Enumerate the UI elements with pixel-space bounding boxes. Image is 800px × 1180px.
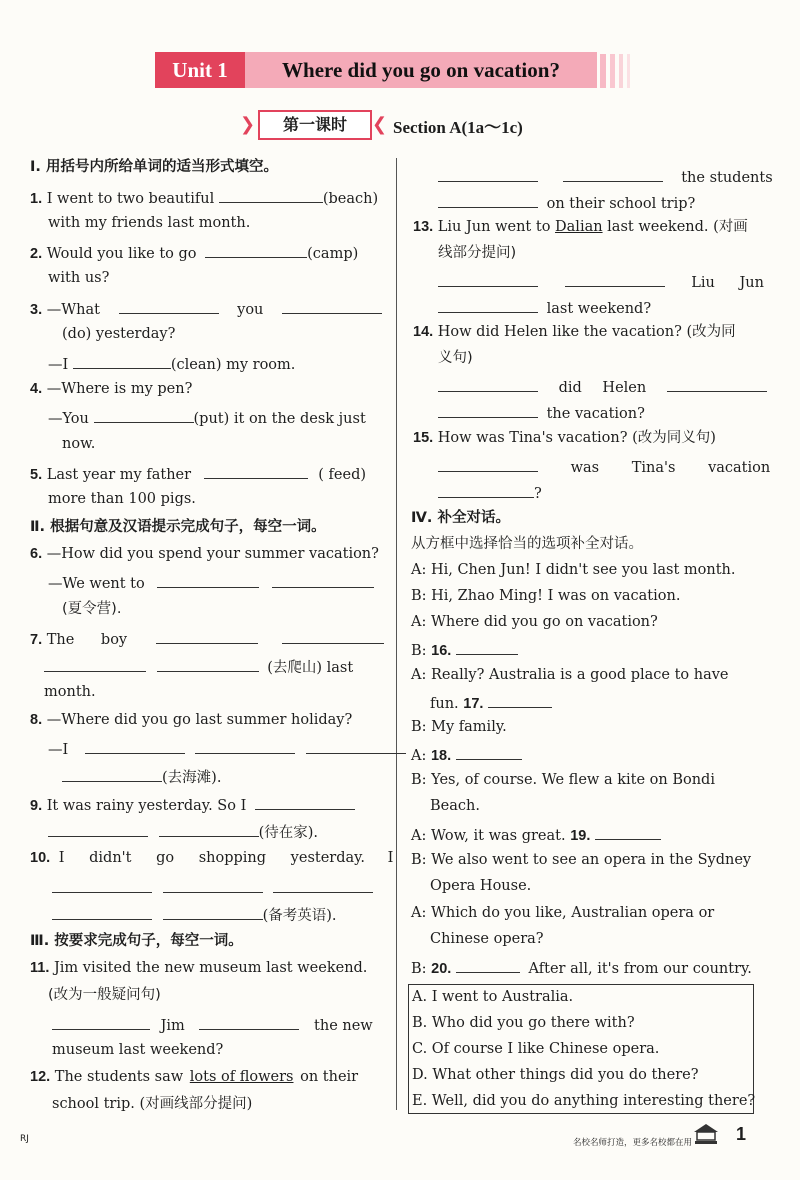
q3-blank-3[interactable]	[73, 352, 171, 369]
q10-word-3: go	[156, 850, 175, 866]
q13-number: 13.	[413, 219, 434, 235]
q2-number: 2.	[30, 246, 43, 262]
q4-line2	[48, 406, 366, 429]
q15-vacation: vacation	[708, 460, 771, 476]
q17-number: 17.	[463, 696, 484, 712]
q15-number: 15.	[413, 430, 434, 446]
dialog-line: Opera House.	[430, 878, 532, 894]
dialog-line: B: My family.	[411, 719, 507, 735]
q11-number: 11.	[30, 960, 50, 976]
q18-blank[interactable]	[456, 743, 522, 760]
q12-line3	[438, 165, 773, 188]
section-title: Section A(1a～1c)	[393, 118, 523, 137]
q4-line1	[30, 379, 192, 399]
q11-line3	[52, 1013, 373, 1036]
part4-heading: Ⅳ. 补全对话。	[411, 510, 510, 526]
dialog-text: After all, it's from our country.	[528, 961, 752, 977]
option-a: A. I went to Australia.	[412, 989, 574, 1005]
q11-instruction: (改为一般疑问句)	[48, 987, 161, 1003]
q9-text: It was rainy yesterday. So I	[46, 798, 247, 814]
banner-stripe	[610, 54, 615, 88]
q8-line2	[48, 737, 406, 760]
q15-was: was	[570, 460, 600, 476]
dialog-line: B: Hi, Zhao Ming! I was on vacation.	[411, 588, 681, 604]
q13-end: last weekend?	[546, 301, 652, 317]
q5-line2: more than 100 pigs.	[48, 491, 196, 507]
q12-line4	[438, 191, 695, 214]
q3-line2: (do) yesterday?	[62, 326, 176, 342]
q13-line4	[438, 296, 651, 319]
lesson-label: 第一课时	[258, 110, 372, 140]
q3-answer-start: —I	[48, 357, 69, 373]
q11-text: Jim visited the new museum last weekend.	[53, 960, 368, 976]
q5-line1	[30, 462, 366, 485]
q6-blank-1[interactable]	[157, 571, 259, 588]
banner-stripe	[619, 54, 623, 88]
q1-hint: (beach)	[322, 191, 379, 207]
q10-word-2: didn't	[89, 850, 132, 866]
q3-number: 3.	[30, 302, 43, 318]
q7-boy: boy	[100, 632, 128, 648]
q5-number: 5.	[30, 467, 43, 483]
q10-line1	[30, 848, 393, 868]
q6-text: —How did you spend your summer vacation?	[46, 546, 379, 562]
q6-blank-2[interactable]	[272, 571, 374, 588]
q8-line3	[62, 765, 221, 788]
q4-hint: (put) it on the desk just	[193, 411, 366, 427]
q14-did: did	[558, 380, 582, 396]
speaker: A:	[411, 748, 427, 764]
q10-blank-3[interactable]	[273, 876, 373, 893]
dialog-line: B: Yes, of course. We flew a kite on Bondi	[411, 772, 715, 788]
q6-line1	[30, 544, 379, 564]
q7-line2	[44, 655, 353, 678]
q10-word-1: I	[58, 850, 65, 866]
q4-answer-start: —You	[48, 411, 89, 427]
q8-blank-2[interactable]	[195, 737, 295, 754]
q14-line4	[438, 401, 645, 424]
q11-the-new: the new	[314, 1018, 373, 1034]
q9-hint: (待在家).	[258, 825, 319, 841]
q10-word-6: I	[387, 850, 394, 866]
q16-blank[interactable]	[456, 638, 518, 655]
q15-line2	[438, 455, 770, 478]
q5-blank[interactable]	[204, 462, 308, 479]
q18-number: 18.	[430, 748, 452, 764]
q15-line3	[438, 481, 542, 504]
q14-line3	[438, 375, 767, 398]
q7-blank-4[interactable]	[157, 655, 259, 672]
q11-jim: Jim	[160, 1018, 185, 1034]
q13-line1	[413, 217, 748, 237]
q7-line3: month.	[44, 684, 96, 700]
q12-line1	[30, 1067, 358, 1087]
q12-line2: school trip. (对画线部分提问)	[52, 1096, 253, 1112]
q15-blank-2[interactable]	[438, 481, 534, 498]
part4-instruction: 从方框中选择恰当的选项补全对话。	[411, 536, 643, 552]
q14-blank-1[interactable]	[438, 375, 538, 392]
q2-line1	[30, 241, 358, 264]
publisher-logo-icon	[692, 1122, 720, 1146]
q15-blank-1[interactable]	[438, 455, 538, 472]
q7-number: 7.	[30, 632, 43, 648]
q7-the: The	[46, 632, 75, 648]
column-divider	[396, 158, 397, 1110]
q4-number: 4.	[30, 381, 43, 397]
dialog-line	[411, 956, 752, 979]
q2-blank[interactable]	[205, 241, 307, 258]
q3-hint: (clean) my room.	[170, 357, 296, 373]
q12-underlined: lots of flowers	[189, 1069, 294, 1085]
q17-blank[interactable]	[488, 691, 552, 708]
q8-text: —Where did you go last summer holiday?	[46, 712, 353, 728]
q15-text: How was Tina's vacation? (改为同义句)	[437, 430, 716, 446]
q13-blank-2[interactable]	[565, 270, 665, 287]
q3-text: —What	[46, 302, 100, 318]
option-e: E. Well, did you do anything interesting there?	[412, 1093, 756, 1109]
q10-line3	[52, 903, 337, 926]
q13-liu: Liu	[691, 275, 715, 291]
dialog-line: A: Hi, Chen Jun! I didn't see you last month.	[411, 562, 736, 578]
q10-blank-4[interactable]	[52, 903, 152, 920]
q12-the-students: the students	[681, 170, 773, 186]
q12-rest: on their	[300, 1069, 359, 1085]
footer-edition: RJ	[20, 1134, 29, 1144]
q7-line1	[30, 627, 384, 650]
speaker: B:	[411, 961, 427, 977]
q16-number: 16.	[431, 643, 452, 659]
dialog-line: A: Where did you go on vacation?	[411, 614, 658, 630]
q2-text: Would you like to go	[46, 246, 197, 262]
option-d: D. What other things did you do there?	[412, 1067, 699, 1083]
q13-text: Liu Jun went to	[437, 219, 551, 235]
part1-heading: Ⅰ. 用括号内所给单词的适当形式填空。	[30, 159, 278, 175]
q13-blank-1[interactable]	[438, 270, 538, 287]
q12-number: 12.	[30, 1069, 51, 1085]
q8-blank-3[interactable]	[306, 737, 406, 754]
q15-end: ?	[534, 486, 542, 502]
q8-blank-4[interactable]	[62, 765, 162, 782]
q6-line2	[48, 571, 374, 594]
q9-blank-3[interactable]	[159, 820, 259, 837]
banner-stripe	[600, 54, 606, 88]
option-b: B. Who did you go there with?	[412, 1015, 635, 1031]
q14-text: How did Helen like the vacation? (改为同	[437, 324, 736, 340]
q3-you: you	[237, 302, 264, 318]
q3-line3	[48, 352, 295, 375]
q10-line2	[52, 876, 373, 899]
dialog-line: A: Really? Australia is a good place to have	[411, 667, 729, 683]
q8-blank-1[interactable]	[85, 737, 185, 754]
q14-blank-3[interactable]	[438, 401, 538, 418]
q13-line2: 线部分提问)	[438, 245, 517, 261]
q12-end: on their school trip?	[546, 196, 696, 212]
q3-blank-1[interactable]	[119, 297, 219, 314]
q11-blank-1[interactable]	[52, 1013, 150, 1030]
q20-blank[interactable]	[456, 956, 520, 973]
dialog-line: Chinese opera?	[430, 931, 544, 947]
q12-text: The students saw	[54, 1069, 184, 1085]
q9-blank-1[interactable]	[255, 793, 355, 810]
q10-hint: (备考英语).	[262, 908, 337, 924]
part3-heading: Ⅲ. 按要求完成句子，每空一词。	[30, 933, 243, 949]
q20-number: 20.	[431, 961, 452, 977]
q3-blank-2[interactable]	[282, 297, 382, 314]
q14-line2: 义句)	[438, 350, 473, 366]
q11-line4: museum last weekend?	[52, 1042, 224, 1058]
q6-number: 6.	[30, 546, 43, 562]
q9-line1	[30, 793, 355, 816]
dialog-text: A: Wow, it was great.	[411, 828, 566, 844]
unit-label: Unit 1	[155, 52, 245, 88]
q13-rest: last weekend. (对画	[607, 219, 748, 235]
q14-number: 14.	[413, 324, 434, 340]
dialog-line: Beach.	[430, 798, 480, 814]
q7-hint: (去爬山) last	[267, 660, 354, 676]
q2-hint: (camp)	[307, 246, 359, 262]
option-c: C. Of course I like Chinese opera.	[412, 1041, 660, 1057]
chevron-left-icon: ❯	[240, 114, 256, 135]
q6-answer-start: —We went to	[48, 576, 145, 592]
q1-number: 1.	[30, 191, 43, 207]
dialog-line	[411, 638, 518, 661]
dialog-line	[411, 743, 522, 766]
q8-line1	[30, 710, 352, 730]
q8-answer-start: —I	[48, 742, 69, 758]
q2-line2: with us?	[48, 270, 110, 286]
q1-text: I went to two beautiful	[46, 191, 215, 207]
unit-banner	[155, 52, 597, 88]
q7-blank-2[interactable]	[282, 627, 384, 644]
chevron-right-icon: ❮	[372, 114, 388, 135]
dialog-line	[411, 823, 661, 846]
banner-stripe	[627, 54, 630, 88]
q7-blank-3[interactable]	[44, 655, 146, 672]
q1-blank[interactable]	[219, 186, 323, 203]
speaker: B:	[411, 643, 427, 659]
q5-hint: ( feed)	[318, 467, 367, 483]
q15-line1	[413, 428, 716, 448]
q1-line1	[30, 186, 378, 209]
q4-text: —Where is my pen?	[46, 381, 193, 397]
q13-underlined: Dalian	[555, 219, 603, 235]
options-box	[408, 984, 754, 1114]
dialog-line	[430, 691, 552, 714]
q6-hint: (夏令营).	[62, 601, 122, 617]
q9-number: 9.	[30, 798, 43, 814]
q8-number: 8.	[30, 712, 43, 728]
q14-line1	[413, 322, 736, 342]
q4-blank[interactable]	[94, 406, 194, 423]
q19-number: 19.	[570, 828, 591, 844]
q9-line2	[48, 820, 318, 843]
q13-jun: Jun	[739, 275, 764, 291]
q10-blank-2[interactable]	[163, 876, 263, 893]
q10-word-4: shopping	[198, 850, 267, 866]
q5-text: Last year my father	[46, 467, 192, 483]
q12-blank-3[interactable]	[438, 191, 538, 208]
q13-line3	[438, 270, 764, 293]
q8-hint: (去海滩).	[162, 770, 222, 786]
q11-blank-2[interactable]	[199, 1013, 299, 1030]
q10-number: 10.	[30, 850, 51, 866]
dialog-text: fun.	[430, 696, 459, 712]
q12-blank-1[interactable]	[438, 165, 538, 182]
dialog-line: B: We also went to see an opera in the Sydney	[411, 852, 752, 868]
q12-blank-2[interactable]	[563, 165, 663, 182]
q14-end: the vacation?	[546, 406, 645, 422]
q19-blank[interactable]	[595, 823, 661, 840]
lesson-header	[240, 109, 600, 139]
q9-blank-2[interactable]	[48, 820, 148, 837]
part2-heading: Ⅱ. 根据句意及汉语提示完成句子，每空一词。	[30, 519, 326, 535]
q13-blank-3[interactable]	[438, 296, 538, 313]
q7-blank-1[interactable]	[156, 627, 258, 644]
q1-line2: with my friends last month.	[48, 215, 251, 231]
q10-word-5: yesterday.	[290, 850, 366, 866]
q14-helen: Helen	[602, 380, 647, 396]
q10-blank-1[interactable]	[52, 876, 152, 893]
footer-slogan: 名校名师打造，更多名校都在用	[573, 1138, 693, 1148]
page-number: 1	[736, 1124, 747, 1144]
dialog-line: A: Which do you like, Australian opera or	[411, 905, 715, 921]
unit-title: Where did you go on vacation?	[245, 52, 597, 88]
q4-line3: now.	[62, 436, 96, 452]
q11-line1	[30, 958, 367, 978]
q15-tinas: Tina's	[631, 460, 676, 476]
q3-line1	[30, 297, 382, 320]
q14-blank-2[interactable]	[667, 375, 767, 392]
q10-blank-5[interactable]	[163, 903, 263, 920]
